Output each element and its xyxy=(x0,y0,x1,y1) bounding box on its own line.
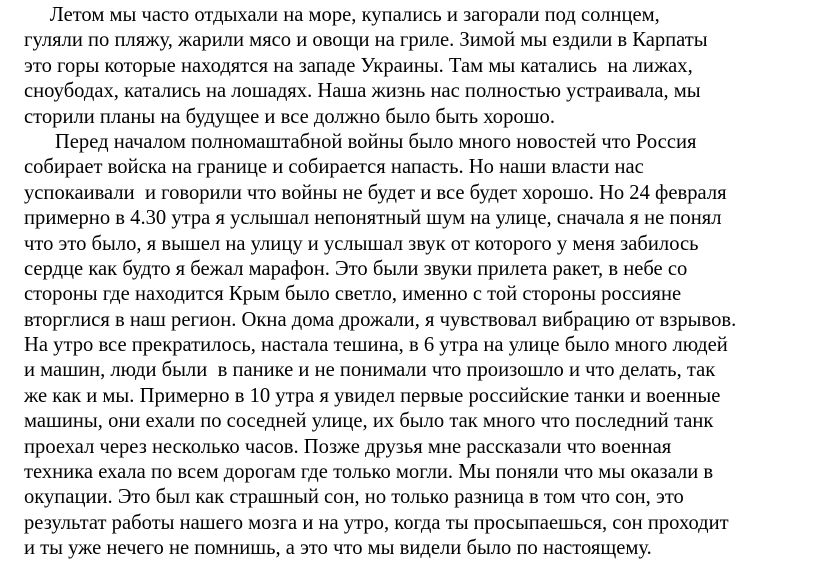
text-line: вторглися в наш регион. Окна дома дрожали, я чувствовал вибрацию от взрывов. xyxy=(24,308,737,331)
text-line: машины, они ехали по соседней улице, их было так много что последний танк xyxy=(24,410,714,433)
text-line: результат работы нашего мозга и на утро, когда ты просыпаешься, сон проходит xyxy=(24,511,729,534)
text-line: техника ехала по всем дорогам где только могли. Мы поняли что мы оказали в xyxy=(24,461,714,484)
text-line: примерно в 4.30 утра я услышал непонятный шум на улице, сначала я не понял xyxy=(24,207,722,230)
text-line: Летом мы часто отдыхали на море, купались и загорали под солнцем, xyxy=(24,4,660,26)
text-line: На утро все прекратилось, настала тешина, в 6 утра на улице было много людей xyxy=(24,334,728,357)
text-line: собирает войска на границе и собирается напасть. Но наши власти нас xyxy=(24,156,644,179)
text-line: гуляли по пляжу, жарили мясо и овощи на гриле. Зимой мы ездили в Карпаты xyxy=(24,29,708,52)
paragraph-2 xyxy=(24,130,836,562)
document-body xyxy=(24,3,836,562)
text-line: и ты уже нечего не помнишь, а это что мы видели было по настоящему. xyxy=(24,537,652,560)
paragraph-1 xyxy=(24,3,836,130)
text-line: и машин, люди были в панике и не понимали что произошло и что делать, так xyxy=(24,359,716,382)
text-line: успокаивали и говорили что войны не будет и все будет хорошо. Но 24 февраля xyxy=(24,181,727,204)
text-line: Перед началом полномаштабной войны было много новостей что Россия xyxy=(24,130,697,153)
text-line: окупации. Это был как страшный сон, но только разница в том что сон, это xyxy=(24,486,684,509)
text-line: сторили планы на будущее и все должно было быть хорошо. xyxy=(24,105,555,128)
text-line: сердце как будто я бежал марафон. Это были звуки прилета ракет, в небе со xyxy=(24,257,688,280)
text-line: что это было, я вышел на улицу и услышал звук от которого у меня забилось xyxy=(24,232,699,255)
text-line: проехал через несколько часов. Позже друзья мне рассказали что военная xyxy=(24,435,672,458)
text-line: стороны где находится Крым было светло, именно с той стороны россияне xyxy=(24,283,682,306)
text-line: это горы которые находятся на западе Украины. Там мы катались на лижах, xyxy=(24,54,693,77)
text-line: сноубодах, катались на лошадях. Наша жизнь нас полностью устраивала, мы xyxy=(24,80,701,103)
text-line: же как и мы. Примерно в 10 утра я увидел первые российские танки и военные xyxy=(24,384,721,407)
